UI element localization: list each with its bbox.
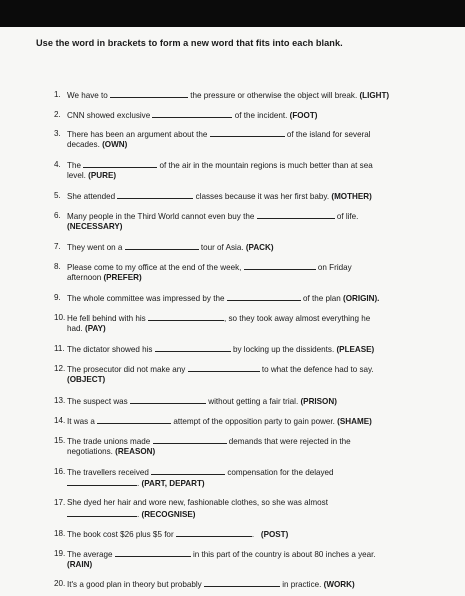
answer-blank[interactable] — [152, 109, 232, 118]
answer-blank[interactable] — [151, 466, 225, 475]
question-number: 19. — [54, 549, 66, 558]
question-text: The travellers received — [67, 468, 149, 477]
answer-blank[interactable] — [117, 190, 193, 199]
question-text: We have to — [67, 91, 108, 100]
question-text: to what the defence had to say. — [261, 365, 374, 374]
question-text: level. — [67, 171, 86, 180]
worksheet-page — [0, 27, 465, 596]
root-word: (PACK) — [245, 243, 274, 252]
question-number: 5. — [54, 191, 61, 200]
question-text: Please come to my office at the end of the week, — [67, 263, 242, 272]
root-word: (PRISON) — [300, 397, 337, 406]
root-word: (OWN) — [102, 140, 128, 149]
question-text: The — [67, 161, 81, 170]
question-text: The suspect was — [67, 397, 128, 406]
answer-blank[interactable] — [125, 241, 199, 250]
root-word: (WORK) — [323, 580, 355, 589]
answer-blank[interactable] — [257, 210, 335, 219]
root-word: (RAIN) — [67, 560, 93, 569]
question-text: . — [251, 530, 255, 539]
question-text: , so they took away almost everything he — [223, 314, 371, 323]
root-word: (PREFER) — [103, 273, 142, 282]
answer-blank[interactable] — [204, 578, 280, 587]
question-number: 11. — [54, 344, 65, 353]
root-word: (POST) — [260, 530, 289, 539]
question-text: compensation for the delayed — [227, 468, 334, 477]
answer-blank[interactable] — [155, 343, 231, 352]
answer-blank[interactable] — [153, 435, 227, 444]
answer-blank[interactable] — [83, 159, 157, 168]
question-text: without getting a fair trial. — [208, 397, 299, 406]
question-text: the pressure or otherwise the object will break. — [190, 91, 358, 100]
root-word: (PART, DEPART) — [141, 479, 205, 488]
answer-blank[interactable] — [110, 89, 188, 98]
root-word: (OBJECT) — [67, 375, 106, 384]
question-number: 6. — [54, 211, 61, 220]
root-word: (ORIGIN). — [343, 294, 380, 303]
question-text: It was a — [67, 417, 95, 426]
question-text: Many people in the Third World cannot even buy the — [67, 212, 255, 221]
root-word: (RECOGNISE) — [141, 510, 196, 519]
question-number: 1. — [54, 90, 61, 99]
question-text: The whole committee was impressed by the — [67, 294, 225, 303]
answer-blank[interactable] — [227, 292, 301, 301]
question-text: It's a good plan in theory but probably — [67, 580, 202, 589]
question-text: CNN showed exclusive — [67, 111, 151, 120]
question-number: 12. — [54, 364, 66, 373]
question-text: classes because it was her first baby. — [195, 192, 330, 201]
root-word: (PAY) — [85, 324, 106, 333]
question-text: on Friday — [317, 263, 352, 272]
question-number: 20. — [54, 579, 66, 588]
question-text: of the plan — [302, 294, 341, 303]
question-text: of life. — [336, 212, 359, 221]
question-number: 2. — [54, 110, 61, 119]
question-text: She dyed her hair and wore new, fashionable clothes, so she was almost — [67, 498, 328, 507]
question-text: demands that were rejected in the — [228, 437, 351, 446]
root-word: (LIGHT) — [359, 91, 390, 100]
top-dark-bar — [0, 0, 465, 27]
root-word: (PLEASE) — [336, 345, 375, 354]
question-number: 7. — [54, 242, 61, 251]
question-text: decades. — [67, 140, 100, 149]
root-word: (MOTHER) — [331, 192, 372, 201]
question-number: 15. — [54, 436, 66, 445]
question-text: The trade unions made — [67, 437, 151, 446]
question-number: 17. — [54, 498, 66, 507]
answer-blank[interactable] — [97, 415, 171, 424]
question-text: The average — [67, 550, 113, 559]
question-text: in this part of the country is about 80 inches a year. — [192, 550, 376, 559]
question-text: in practice. — [282, 580, 322, 589]
answer-blank[interactable] — [130, 395, 206, 404]
question-text: afternoon — [67, 273, 102, 282]
question-number: 13. — [54, 396, 66, 405]
answer-blank[interactable] — [210, 128, 285, 137]
question-number: 14. — [54, 416, 66, 425]
root-word: (REASON) — [115, 447, 156, 456]
root-word: (NECESSARY) — [67, 222, 123, 231]
question-text: They went on a — [67, 243, 123, 252]
question-text: The dictator showed his — [67, 345, 153, 354]
question-text: negotiations. — [67, 447, 113, 456]
question-text: by locking up the dissidents. — [232, 345, 335, 354]
root-word: (FOOT) — [289, 111, 318, 120]
answer-blank[interactable] — [115, 548, 191, 557]
answer-blank[interactable] — [67, 477, 137, 486]
question-number: 9. — [54, 293, 61, 302]
question-text: The prosecutor did not make any — [67, 365, 186, 374]
root-word: (SHAME) — [337, 417, 372, 426]
root-word: (PURE) — [88, 171, 117, 180]
question-text: of the incident. — [234, 111, 288, 120]
question-number: 16. — [54, 467, 66, 476]
question-text: of the air in the mountain regions is much better than at sea — [159, 161, 373, 170]
question-text: of the island for several — [286, 130, 371, 139]
question-text: The book cost $26 plus $5 for — [67, 530, 174, 539]
answer-blank[interactable] — [67, 508, 137, 517]
question-text: tour of Asia. — [200, 243, 244, 252]
answer-blank[interactable] — [188, 363, 260, 372]
answer-blank[interactable] — [148, 312, 224, 321]
question-number: 8. — [54, 262, 61, 271]
question-text: had. — [67, 324, 83, 333]
question-number: 4. — [54, 160, 61, 169]
question-text: attempt of the opposition party to gain power. — [173, 417, 335, 426]
answer-blank[interactable] — [244, 261, 316, 270]
question-number: 10. — [54, 313, 66, 322]
question-text: There has been an argument about the — [67, 130, 208, 139]
question-number: 3. — [54, 129, 61, 138]
question-text: . — [137, 510, 142, 519]
answer-blank[interactable] — [176, 528, 255, 539]
question-text: He fell behind with his — [67, 314, 146, 323]
question-text: . — [137, 479, 142, 488]
instruction-heading: Use the word in brackets to form a new word that fits into each blank. — [36, 38, 343, 48]
question-number: 18. — [54, 529, 66, 538]
question-text: She attended — [67, 192, 116, 201]
